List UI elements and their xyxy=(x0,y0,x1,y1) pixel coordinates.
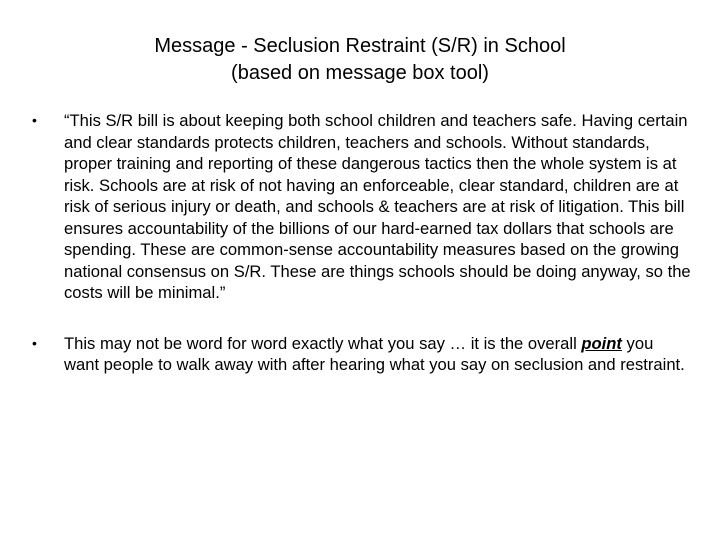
slide-title xyxy=(60,33,660,87)
title-line-2: (based on message box tool) xyxy=(231,62,489,84)
bullet-item-note xyxy=(32,333,692,376)
bullet-icon: • xyxy=(32,334,37,351)
bullet-text-quote: “This S/R bill is about keeping both school children and teachers safe. Having certain and clear standards protects children, teachers and schools. Without standards, proper training and reporting of these dangerous tactics then the whole system is at risk. Schools are at risk of not having an enforceable, clear standard, children are at risk of serious injury or death, and schools & teachers are at risk of litigation. This bill ensures accountability of the billions of our hard-earned tax dollars that schools are spending. These are common-sense accountability measures based on the growing national consensus on S/R. These are things schools should be doing anyway, so the costs will be minimal.” xyxy=(64,111,691,302)
note-text-before: This may not be word for word exactly what you say … it is the overall xyxy=(64,333,582,353)
title-line-1: Message - Seclusion Restraint (S/R) in School xyxy=(154,35,566,57)
bullet-list xyxy=(32,110,692,376)
bullet-text-note xyxy=(64,333,692,376)
note-emphasis: point xyxy=(581,333,622,353)
bullet-item-quote xyxy=(32,110,692,304)
bullet-icon: • xyxy=(32,112,37,128)
note-text-after: you want people to walk away with after hearing what you say on seclusion and restraint. xyxy=(64,333,685,374)
